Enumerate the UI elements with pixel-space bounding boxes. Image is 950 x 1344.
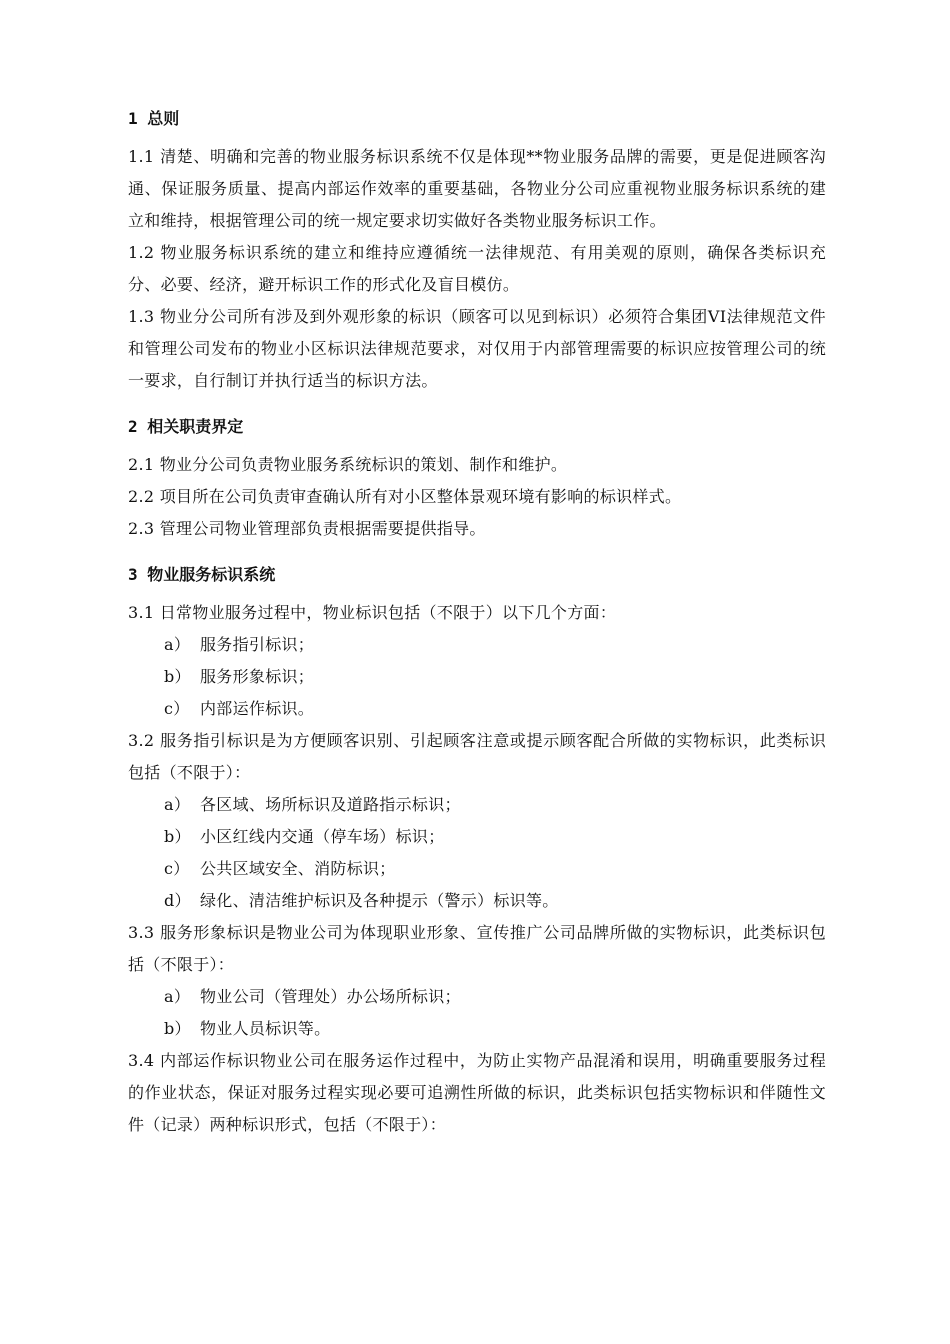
list-item-text: 各区域、场所标识及道路指示标识； bbox=[200, 795, 461, 814]
list-item-marker: a） bbox=[164, 795, 191, 814]
list-item bbox=[164, 1013, 826, 1045]
list-item bbox=[164, 629, 826, 661]
section-1 bbox=[128, 103, 826, 397]
paragraph: 2.3 管理公司物业管理部负责根据需要提供指导。 bbox=[128, 519, 486, 538]
list-item-marker: c） bbox=[164, 699, 190, 718]
list-item-text: 物业公司（管理处）办公场所标识； bbox=[200, 987, 461, 1006]
list-item-text: 物业人员标识等。 bbox=[200, 1019, 331, 1038]
list-item bbox=[164, 853, 826, 885]
section-heading: 2 相关职责界定 bbox=[128, 417, 244, 436]
paragraph: 2.1 物业分公司负责物业服务系统标识的策划、制作和维护。 bbox=[128, 455, 568, 474]
list-item-text: 小区红线内交通（停车场）标识； bbox=[200, 827, 445, 846]
paragraph: 3.2 服务指引标识是为方便顾客识别、引起顾客注意或提示顾客配合所做的实物标识，此类标识包括（不限于）： bbox=[128, 731, 826, 782]
list-item bbox=[164, 885, 826, 917]
list-item bbox=[164, 821, 826, 853]
list-item-marker: b） bbox=[164, 667, 191, 686]
paragraph: 1.2 物业服务标识系统的建立和维持应遵循统一法律规范、有用美观的原则，确保各类标识充分、必要、经济，避开标识工作的形式化及盲目模仿。 bbox=[128, 243, 826, 294]
section-2 bbox=[128, 411, 826, 545]
list-item-text: 服务形象标识； bbox=[200, 667, 315, 686]
section-heading: 1 总则 bbox=[128, 109, 180, 128]
list-item-text: 服务指引标识； bbox=[200, 635, 315, 654]
list-item bbox=[164, 661, 826, 693]
list-item bbox=[164, 693, 826, 725]
list-item-text: 绿化、清洁维护标识及各种提示（警示）标识等。 bbox=[200, 891, 559, 910]
paragraph: 3.4 内部运作标识物业公司在服务运作过程中，为防止实物产品混淆和误用，明确重要服务过程的作业状态，保证对服务过程实现必要可追溯性所做的标识，此类标识包括实物标识和伴随性文件（记录）两种标识形式，包括（不限于）： bbox=[128, 1051, 826, 1134]
paragraph: 1.3 物业分公司所有涉及到外观形象的标识（顾客可以见到标识）必须符合集团VI法律规范文件和管理公司发布的物业小区标识法律规范要求，对仅用于内部管理需要的标识应按管理公司的统一要求，自行制订并执行适当的标识方法。 bbox=[128, 307, 826, 390]
section-3 bbox=[128, 559, 826, 1141]
paragraph: 2.2 项目所在公司负责审查确认所有对小区整体景观环境有影响的标识样式。 bbox=[128, 487, 682, 506]
list-item-text: 内部运作标识。 bbox=[200, 699, 315, 718]
list-item-marker: a） bbox=[164, 635, 191, 654]
list-item-marker: b） bbox=[164, 1019, 191, 1038]
document-body bbox=[128, 103, 826, 1155]
section-heading: 3 物业服务标识系统 bbox=[128, 565, 276, 584]
paragraph: 1.1 清楚、明确和完善的物业服务标识系统不仅是体现**物业服务品牌的需要，更是促进顾客沟通、保证服务质量、提高内部运作效率的重要基础，各物业分公司应重视物业服务标识系统的建立和维持，根据管理公司的统一规定要求切实做好各类物业服务标识工作。 bbox=[128, 147, 826, 230]
paragraph: 3.3 服务形象标识是物业公司为体现职业形象、宣传推广公司品牌所做的实物标识，此类标识包括（不限于）： bbox=[128, 923, 826, 974]
list-item-text: 公共区域安全、消防标识； bbox=[200, 859, 396, 878]
list-item-marker: b） bbox=[164, 827, 191, 846]
list-item bbox=[164, 981, 826, 1013]
paragraph: 3.1 日常物业服务过程中，物业标识包括（不限于）以下几个方面： bbox=[128, 603, 617, 622]
list-item bbox=[164, 789, 826, 821]
list-item-marker: c） bbox=[164, 859, 190, 878]
list-item-marker: a） bbox=[164, 987, 191, 1006]
list-item-marker: d） bbox=[164, 891, 191, 910]
